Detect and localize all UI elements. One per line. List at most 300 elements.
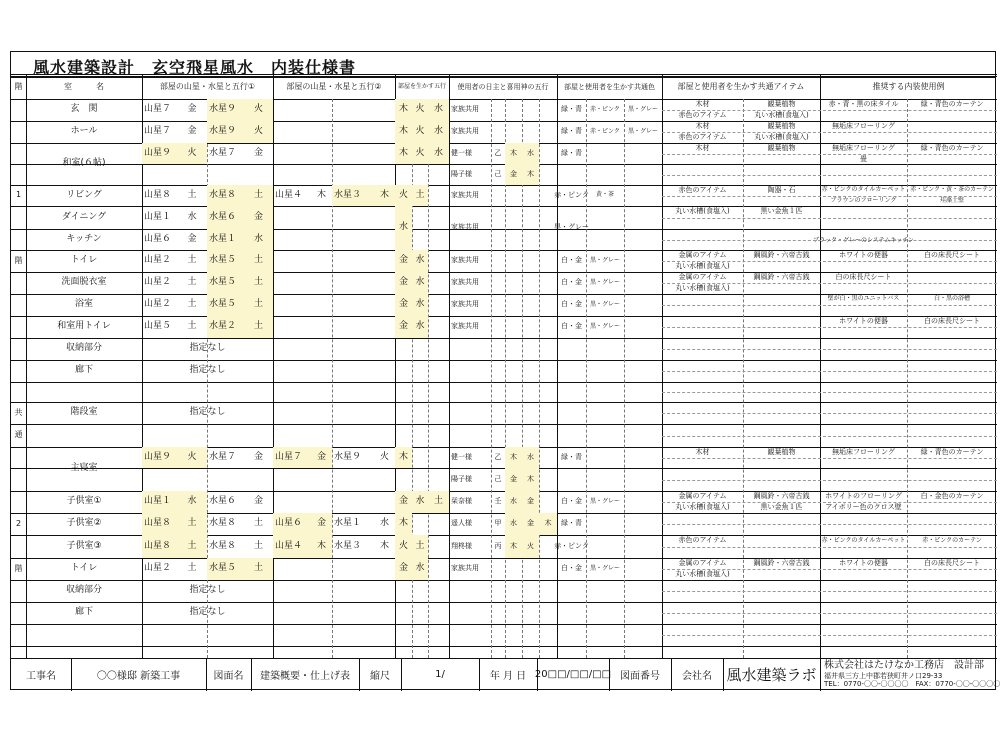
recommended-item: 白の床長尺シート xyxy=(924,558,980,567)
common-item: 観葉植物 xyxy=(767,143,796,152)
user-value: 翔柊様 xyxy=(451,541,472,550)
sub-row-line xyxy=(662,613,997,614)
room-name: 浴室 xyxy=(74,299,93,310)
room-name: 収納部分 xyxy=(65,343,102,354)
room-name: 子供室② xyxy=(66,518,102,529)
user-value: 金 xyxy=(505,468,522,491)
live-element: 木 xyxy=(395,447,412,468)
sub-row-line xyxy=(662,371,997,372)
star1-value: 水 xyxy=(187,211,197,222)
star1-value: 土 xyxy=(187,563,197,574)
recommended-item: 赤・ピンクのタイルカーペット xyxy=(821,536,906,544)
live-element: 火 xyxy=(412,121,428,143)
row-line xyxy=(11,624,997,625)
star2-value: 木 xyxy=(311,535,332,558)
common-color: 白・金 xyxy=(561,300,582,309)
star2-value: 水星９ xyxy=(334,451,362,462)
common-item xyxy=(743,535,820,547)
column-divider xyxy=(332,99,333,658)
star1-value: 山星２ xyxy=(144,299,172,310)
sub-row-line xyxy=(662,175,997,176)
number-label: 図面番号 xyxy=(620,671,660,682)
star1-value: 金 xyxy=(187,233,197,244)
live-element: 水 xyxy=(412,272,428,294)
room-name: 主寝室 xyxy=(70,463,98,474)
common-color: 緑・青 xyxy=(561,105,582,114)
header-items: 部屋と使用者を生かす共通アイテム xyxy=(677,82,805,92)
common-item: 金属のアイテム xyxy=(678,491,727,500)
star1-value: 山星８ xyxy=(142,535,177,558)
user-name: 家族共用 xyxy=(451,564,479,573)
recommended-item: 赤・ピンクのタイルカーペット xyxy=(821,186,906,194)
room-name: トイレ xyxy=(70,563,98,574)
live-element: 木 xyxy=(395,121,412,143)
star1-value: 土 xyxy=(187,189,197,200)
star1-value: 山星２ xyxy=(144,255,172,266)
common-item: 鋼風鈴・六帝古銭 xyxy=(753,250,810,259)
user-value: 木 xyxy=(505,535,522,558)
common-color: 黒・グレー xyxy=(589,497,620,505)
star2-value: 山星４ xyxy=(275,189,303,200)
common-item: 金属のアイテム xyxy=(678,558,727,567)
star1-value: 水星６ xyxy=(207,206,244,229)
room-name: トイレ xyxy=(70,255,98,266)
user-value: 己 xyxy=(494,474,502,483)
sub-row-line xyxy=(662,327,997,328)
user-value: 木 xyxy=(505,143,522,164)
recommended-item: 赤・ピンク・黄・茶のカーテン xyxy=(910,186,994,194)
star1-value: 土 xyxy=(187,299,197,310)
sub-row-line xyxy=(662,305,997,306)
row-line xyxy=(11,424,997,425)
user-value: 丙 xyxy=(494,541,502,550)
live-element: 水 xyxy=(428,143,449,164)
room-name: 収納部分 xyxy=(65,585,102,596)
user-value: 陽子様 xyxy=(451,169,472,178)
star2-value: 水星３ xyxy=(334,540,362,551)
common-color: 黒・グレー xyxy=(627,105,658,113)
header-room: 室 名 xyxy=(64,82,104,92)
common-item: 鋼風鈴・六帝古銭 xyxy=(753,491,810,500)
common-color: 黒・グレー xyxy=(627,127,658,135)
common-item: 黒い金魚１匹 xyxy=(760,502,803,511)
common-item: 鋼風鈴・六帝古銭 xyxy=(753,272,810,281)
user-value: 遥人様 xyxy=(451,519,472,528)
recommended-item xyxy=(907,154,997,165)
floor-label-kyo: 共 xyxy=(14,407,23,417)
recommended-item: 白の床長尺シート xyxy=(924,250,980,259)
star2-value: 木 xyxy=(374,185,395,206)
user-value: 水 xyxy=(522,447,539,468)
star1-value: 土 xyxy=(244,272,273,294)
star1-value: 山星１ xyxy=(144,211,172,222)
user-value: 木 xyxy=(539,513,557,535)
live-element: 水 xyxy=(428,121,449,143)
floor-label-kai2: 階 xyxy=(14,563,23,573)
recommended-item: ホワイトのフローリング xyxy=(825,491,902,500)
star1-value: 土 xyxy=(253,518,263,529)
spec-sheet xyxy=(10,51,1000,690)
star1-value: 火 xyxy=(177,143,207,164)
user-value: 水 xyxy=(505,491,522,513)
room-name: リビング xyxy=(66,189,102,200)
common-item: 赤色のアイテム xyxy=(678,110,727,119)
room-name: 廊下 xyxy=(74,607,93,618)
common-item: 黒い金魚１匹 xyxy=(760,207,803,216)
user-name: 家族共用 xyxy=(451,322,479,331)
sub-row-line xyxy=(662,392,997,393)
star1-value: 水星２ xyxy=(207,316,244,338)
recommended-item: 珪藻土壁 xyxy=(939,197,964,205)
live-element: 土 xyxy=(412,185,428,206)
star2-value: 木 xyxy=(316,189,326,200)
star2-value: 火 xyxy=(379,451,389,462)
star1-value: 火 xyxy=(244,121,273,143)
star1-value: 土 xyxy=(244,558,273,580)
common-item: 丸い水槽(食塩入) xyxy=(675,283,730,292)
recommended-item: 緑・青色のカーテン xyxy=(920,447,984,456)
common-item xyxy=(743,261,820,272)
sub-row-line xyxy=(662,218,997,219)
common-item: 金属のアイテム xyxy=(678,250,727,259)
header-user: 使用者の日主と喜用神の五行 xyxy=(457,82,549,91)
user-value: 健一様 xyxy=(451,452,472,461)
star1-value: 山星２ xyxy=(144,563,172,574)
star2-value: 金 xyxy=(311,447,332,468)
common-color: 白・金 xyxy=(561,497,582,506)
user-name: 家族共用 xyxy=(451,256,479,265)
star1-value: 金 xyxy=(187,126,197,137)
live-element: 金 xyxy=(395,558,412,580)
common-color: 黒・グレー xyxy=(589,564,620,572)
recommended-item xyxy=(907,502,997,513)
room-note: 指定なし xyxy=(189,607,226,618)
live-element: 木 xyxy=(395,513,412,535)
user-value: 火 xyxy=(522,535,539,558)
star1-value: 水星６ xyxy=(209,496,237,507)
star2-value: 木 xyxy=(379,540,389,551)
header-star2: 部屋の山星・水星と五行② xyxy=(286,82,382,92)
star1-value: 土 xyxy=(177,513,207,535)
common-item xyxy=(743,283,820,294)
live-element: 金 xyxy=(395,294,412,316)
user-value: 乙 xyxy=(494,148,502,157)
recommended-item: ブラウンのフローリング xyxy=(830,197,897,205)
room-note: 指定なし xyxy=(189,343,226,354)
star2-value: 水星１ xyxy=(334,518,362,529)
user-value: 木 xyxy=(522,468,539,491)
live-element: 水 xyxy=(412,294,428,316)
star1-value: 水星５ xyxy=(207,558,244,580)
common-color: 白・金 xyxy=(561,322,582,331)
user-name: 家族共用 xyxy=(451,300,479,309)
star1-value: 水 xyxy=(244,229,273,250)
star1-value: 金 xyxy=(187,104,197,115)
live-element: 火 xyxy=(395,535,412,558)
room-name: ホール xyxy=(70,126,98,137)
scale-label: 縮尺 xyxy=(370,671,390,682)
star1-value: 山星１ xyxy=(142,491,177,513)
live-element: 水 xyxy=(412,316,428,338)
floor-label-kai: 階 xyxy=(14,255,23,265)
common-color: 白・金 xyxy=(561,564,582,573)
star1-value: 山星８ xyxy=(144,189,172,200)
live-element: 金 xyxy=(395,491,412,513)
star1-value: 土 xyxy=(177,535,207,558)
live-element: 土 xyxy=(428,491,449,513)
recommended-item: 無垢床フローリング xyxy=(832,143,895,152)
recommended-item: 畳 xyxy=(860,154,867,163)
common-color: 白・金 xyxy=(561,278,582,287)
recommended-item: 白の床長尺シート xyxy=(924,316,980,325)
room-name: ダイニング xyxy=(61,211,107,222)
user-value: 水 xyxy=(522,143,539,164)
floor-label-tsu: 通 xyxy=(14,430,23,440)
floor-label-2: 2 xyxy=(15,518,22,528)
common-item: 観葉植物 xyxy=(767,121,796,130)
user-value: 水 xyxy=(505,513,522,535)
user-value: 金 xyxy=(505,164,522,185)
star1-value: 水星８ xyxy=(207,185,244,206)
row-line xyxy=(11,74,997,75)
live-element: 土 xyxy=(412,535,428,558)
sub-row-line xyxy=(662,635,997,636)
common-color: 緑・青 xyxy=(561,452,582,461)
star1-value: 金 xyxy=(253,496,263,507)
common-color: 緑・青 xyxy=(561,127,582,136)
star2-value: 水 xyxy=(379,518,389,529)
common-color: 赤・ピンク xyxy=(554,190,589,199)
live-element: 水 xyxy=(412,491,428,513)
common-color: 白・金 xyxy=(561,256,582,265)
live-element: 火 xyxy=(395,185,412,206)
star1-value: 土 xyxy=(244,316,273,338)
common-item: 木材 xyxy=(695,143,710,152)
live-element: 水 xyxy=(395,206,412,250)
recommended-item: ホワイトの便器 xyxy=(839,558,888,567)
date-label: 年 月 日 xyxy=(489,671,527,682)
recommended-item: 緑・青色のカーテン xyxy=(920,143,984,152)
user-value: 甲 xyxy=(494,519,502,528)
star1-value: 金 xyxy=(253,451,263,462)
room-name: キッチン xyxy=(66,233,102,244)
common-color: 黒・グレー xyxy=(589,256,620,264)
column-divider xyxy=(907,99,908,658)
sub-row-line xyxy=(662,480,997,481)
star1-value: 水星９ xyxy=(207,99,244,121)
user-name: 家族共用 xyxy=(451,105,479,114)
header-recs: 推奨する内装使用例 xyxy=(872,82,945,92)
star2-value: 山星７ xyxy=(273,447,311,468)
sub-row-line xyxy=(662,349,997,350)
star1-value: 土 xyxy=(244,250,273,272)
star1-value: 土 xyxy=(187,255,197,266)
common-item: 観葉植物 xyxy=(767,447,796,456)
common-color: 黒・グレー xyxy=(589,322,620,330)
scale-value: 1/ xyxy=(435,669,445,680)
sub-row-line xyxy=(662,436,997,437)
firm-address: 福井県三方上中郡若狭町井ノ口29-33 xyxy=(824,672,943,680)
drawing-name: 建築概要・仕上げ表 xyxy=(260,671,350,682)
live-element: 水 xyxy=(412,250,428,272)
star1-value: 土 xyxy=(187,321,197,332)
room-name: 洗面脱衣室 xyxy=(61,277,107,288)
live-element: 火 xyxy=(412,99,428,121)
header-floor: 階 xyxy=(14,82,23,92)
drawing-label: 図面名 xyxy=(213,671,244,682)
common-item xyxy=(743,569,820,580)
sub-row-line xyxy=(662,524,997,525)
common-color: 赤・ピンク xyxy=(554,541,589,550)
star1-value: 山星９ xyxy=(142,143,177,164)
room-note: 指定なし xyxy=(189,365,226,376)
room-name: 玄 関 xyxy=(70,104,98,115)
sub-row-line xyxy=(662,547,997,548)
user-value: 乙 xyxy=(494,452,502,461)
header-colors: 部屋と使用者を生かす共通色 xyxy=(564,82,655,91)
live-element: 火 xyxy=(412,143,428,164)
recommended-item: アイボリー色のクロス壁 xyxy=(825,502,902,511)
live-element: 木 xyxy=(395,99,412,121)
recommended-item: ブラック・グレーのシステムキッチン xyxy=(813,236,914,244)
sub-row-line xyxy=(662,458,997,459)
star1-value: 金 xyxy=(253,147,263,158)
star1-value: 金 xyxy=(244,206,273,229)
star1-value: 水星８ xyxy=(209,540,237,551)
date-value: 20□□/□□/□□ xyxy=(534,669,612,680)
recommended-item: 赤・青・黒の床タイル xyxy=(828,99,899,108)
common-item: 丸い水槽(食塩入) xyxy=(675,569,730,578)
common-item: 赤色のアイテム xyxy=(678,536,727,545)
star1-value: 水星７ xyxy=(209,147,237,158)
live-element: 金 xyxy=(395,272,412,294)
sub-row-line xyxy=(662,591,997,592)
common-color: 赤・ピンク xyxy=(590,105,620,113)
row-line xyxy=(11,646,997,647)
user-value: 木 xyxy=(522,164,539,185)
star1-value: 山星７ xyxy=(144,126,172,137)
star2-value: 山星６ xyxy=(273,513,311,535)
common-item: 丸い水槽(食塩入) xyxy=(754,110,809,119)
star1-value: 山星９ xyxy=(142,447,177,468)
star1-value: 山星６ xyxy=(144,233,172,244)
common-item: 陶器・石 xyxy=(767,185,796,194)
common-item: 木材 xyxy=(695,121,710,130)
star1-value: 山星７ xyxy=(144,104,172,115)
common-color: 黒・グレー xyxy=(589,300,620,308)
star1-value: 山星８ xyxy=(142,513,177,535)
common-item: 木材 xyxy=(695,447,710,456)
firm-name: 株式会社はたけなか工務店 設計部 xyxy=(824,660,984,671)
live-element: 水 xyxy=(428,99,449,121)
recommended-item: 無垢床フローリング xyxy=(832,447,895,456)
star1-value: 土 xyxy=(244,294,273,316)
recommended-item: 白・金色のカーテン xyxy=(920,491,984,500)
project-label: 工事名 xyxy=(26,671,56,682)
common-color: 緑・青 xyxy=(561,148,582,157)
star1-value: 水星９ xyxy=(207,121,244,143)
user-value: 陽子様 xyxy=(451,474,472,483)
common-color: 黒・グレー xyxy=(589,278,620,286)
star1-value: 水星８ xyxy=(209,518,237,529)
user-value: 壬 xyxy=(494,497,502,506)
common-color: 黒・グレー xyxy=(554,223,589,232)
sub-row-line xyxy=(662,413,997,414)
room-note: 指定なし xyxy=(189,407,226,418)
star2-value: 水星３ xyxy=(332,185,374,206)
star1-value: 水星７ xyxy=(209,451,237,462)
common-color: 緑・青 xyxy=(561,519,582,528)
common-item: 金属のアイテム xyxy=(678,272,727,281)
recommended-item: 白の床長尺シート xyxy=(835,272,892,281)
room-name: 子供室① xyxy=(66,496,102,507)
column-divider xyxy=(624,99,625,658)
recommended-item: 白・黒の浴槽 xyxy=(933,295,970,303)
document-title: 風水建築設計 玄空飛星風水 内装仕様書 xyxy=(33,58,357,77)
star1-value: 土 xyxy=(187,277,197,288)
star2-value: 金 xyxy=(311,513,332,535)
recommended-item: 無垢床フローリング xyxy=(832,121,895,130)
common-item: 観葉植物 xyxy=(767,99,796,108)
star1-value: 山星５ xyxy=(144,321,172,332)
user-value: 健一様 xyxy=(451,148,472,157)
live-element: 金 xyxy=(395,316,412,338)
recommended-item: ホワイトの便器 xyxy=(839,250,888,259)
common-color: 黄・茶 xyxy=(595,191,614,199)
star1-value: 火 xyxy=(244,99,273,121)
live-element: 水 xyxy=(412,558,428,580)
star1-value: 土 xyxy=(253,540,263,551)
company-label: 会社名 xyxy=(682,671,712,682)
star1-value: 水星５ xyxy=(207,272,244,294)
room-name: 廊下 xyxy=(74,365,93,376)
company-name: 風水建築ラボ xyxy=(726,666,817,684)
row-line xyxy=(11,382,997,383)
star1-value: 水星１ xyxy=(207,229,244,250)
common-item: 丸い水槽(食塩入) xyxy=(675,502,730,511)
star1-value: 水星５ xyxy=(207,250,244,272)
star1-value: 水星５ xyxy=(207,294,244,316)
common-item: 丸い水槽(食塩入) xyxy=(675,207,730,216)
room-name: 和室(６帖) xyxy=(62,158,106,169)
room-name: 和室用トイレ xyxy=(57,321,111,332)
common-color: 赤・ピンク xyxy=(590,127,620,135)
common-item: 丸い水槽(食塩入) xyxy=(754,132,809,141)
recommended-item: ホワイトの便器 xyxy=(839,316,888,325)
room-name: 子供室③ xyxy=(66,540,102,551)
user-value: 木 xyxy=(505,447,522,468)
common-item: 木材 xyxy=(695,99,710,108)
user-name: 家族共用 xyxy=(451,278,479,287)
recommended-item: 壁が白・黒のユニットバス xyxy=(827,295,900,303)
room-note: 指定なし xyxy=(189,585,226,596)
column-divider xyxy=(428,99,429,658)
user-value: 金 xyxy=(522,491,539,513)
user-value: 己 xyxy=(494,169,502,178)
star2-value: 山星４ xyxy=(273,535,311,558)
star1-value: 土 xyxy=(244,185,273,206)
recommended-item xyxy=(907,121,997,132)
user-value: 栞奈様 xyxy=(451,497,472,506)
user-name: 家族共用 xyxy=(451,127,479,136)
common-item: 赤色のアイテム xyxy=(678,185,727,194)
column-line xyxy=(273,74,274,658)
firm-tel: TEL：0770-〇〇-〇〇〇〇 FAX：0770-〇〇-〇〇〇〇 xyxy=(824,680,1000,689)
header-star1: 部屋の山星・水星と五行① xyxy=(159,82,256,92)
room-name: 階段室 xyxy=(70,407,98,418)
common-item: 丸い水槽(食塩入) xyxy=(675,261,730,270)
header-live: 部屋を生かす五行 xyxy=(397,83,446,91)
